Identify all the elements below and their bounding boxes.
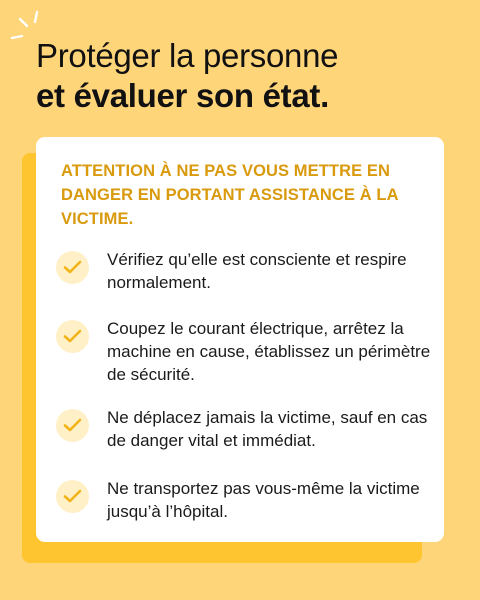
check-icon	[56, 320, 89, 353]
list-item-text: Ne déplacez jamais la victime, sauf en cas de danger vital et immédiat.	[107, 408, 428, 450]
check-icon	[56, 480, 89, 513]
info-card	[36, 137, 444, 542]
check-icon	[56, 409, 89, 442]
page-title	[36, 36, 456, 116]
check-icon	[56, 251, 89, 284]
title-line-2: et évaluer son état.	[36, 77, 329, 114]
warning-text: ATTENTION À NE PAS VOUS METTRE EN DANGER EN PORTANT ASSISTANCE À LA VICTIME.	[61, 162, 398, 228]
list-item-text: Vérifiez qu’elle est consciente et respire normalement.	[107, 250, 407, 292]
list-item-text: Ne transportez pas vous-même la victime jusqu’à l’hôpital.	[107, 479, 420, 521]
title-line-1: Protéger la personne	[36, 37, 339, 74]
list-item-text: Coupez le courant électrique, arrêtez la machine en cause, établissez un périmètre de sécurité.	[107, 319, 431, 384]
